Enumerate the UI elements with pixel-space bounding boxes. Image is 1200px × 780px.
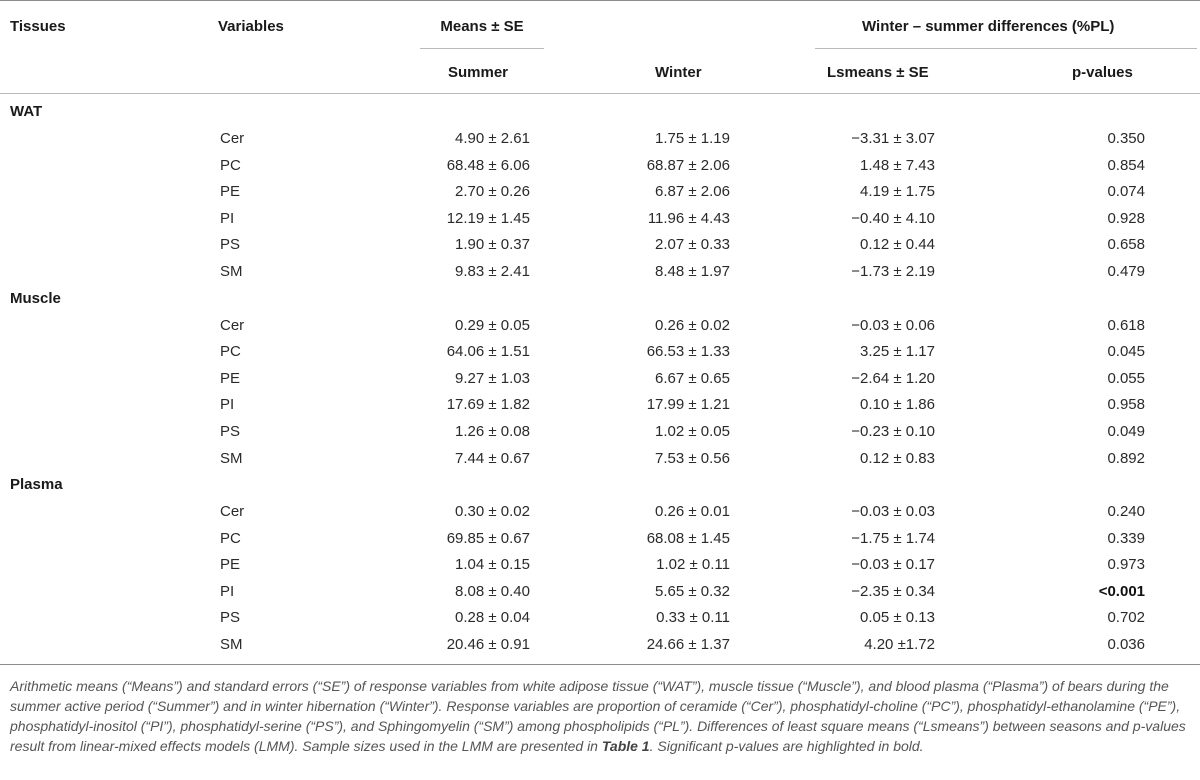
variable-cell: PS: [220, 236, 241, 253]
summer-cell: 0.29 ± 0.05: [455, 317, 530, 334]
summer-cell: 2.70 ± 0.26: [455, 183, 530, 200]
winter-cell: 1.02 ± 0.05: [655, 423, 730, 440]
lsmeans-cell: −0.03 ± 0.06: [851, 317, 935, 334]
table-bottom-rule: [0, 664, 1200, 665]
lsmeans-cell: −0.03 ± 0.17: [851, 556, 935, 573]
col-header-means-se: Means ± SE: [440, 18, 524, 35]
lsmeans-cell: 0.10 ± 1.86: [860, 396, 935, 413]
winter-cell: 5.65 ± 0.32: [655, 583, 730, 600]
variable-cell: PC: [220, 530, 241, 547]
summer-cell: 64.06 ± 1.51: [446, 343, 530, 360]
summer-cell: 9.27 ± 1.03: [455, 370, 530, 387]
variable-cell: PC: [220, 343, 241, 360]
pvalue-cell: 0.055: [1107, 370, 1145, 387]
variable-cell: SM: [220, 636, 243, 653]
lsmeans-cell: −2.35 ± 0.34: [851, 583, 935, 600]
lsmeans-cell: 4.20 ±1.72: [864, 636, 935, 653]
winter-cell: 11.96 ± 4.43: [647, 210, 730, 227]
lsmeans-cell: −3.31 ± 3.07: [851, 130, 935, 147]
col-header-tissues: Tissues: [10, 18, 66, 35]
tissue-label-wat: WAT: [10, 103, 43, 120]
footnote-text: Arithmetic means (“Means”) and standard errors (“SE”) of response variables from white adipose tissue (“WAT”), muscle tissue (“Muscle”), and blood plasma (“Plasma”) of bears during the summer active period (“Summer”) and in winter hibernation (“Winter”). Response variables are proportion of ceramide (“Cer”), phosphatidyl-choline (“PC”), phosphatidyl-ethanolamine (“PE”), phosphatidyl-inositol (“PI”), phosphatidyl-serine (“PS”), and Sphingomyelin (“SM”) among phospholipids (“PL”). Differences of least square means (“Lsmeans”) between seasons and p-values result from linear-mixed effects models (LMM). Sample sizes used in the LMM are presented in: [10, 678, 1186, 754]
variable-cell: Cer: [220, 317, 245, 334]
pvalue-cell: 0.973: [1107, 556, 1145, 573]
variable-cell: SM: [220, 450, 243, 467]
variable-cell: SM: [220, 263, 243, 280]
winter-cell: 1.75 ± 1.19: [655, 130, 730, 147]
winter-cell: 6.67 ± 0.65: [655, 370, 730, 387]
winter-cell: 0.26 ± 0.02: [655, 317, 730, 334]
lsmeans-cell: −0.03 ± 0.03: [851, 503, 935, 520]
col-header-variables: Variables: [218, 18, 284, 35]
variable-cell: Cer: [220, 503, 245, 520]
variable-cell: PS: [220, 609, 241, 626]
lsmeans-cell: −2.64 ± 1.20: [851, 370, 935, 387]
col-header-winter: Winter: [655, 64, 702, 81]
summer-cell: 1.26 ± 0.08: [455, 423, 530, 440]
lsmeans-cell: 4.19 ± 1.75: [860, 183, 935, 200]
col-header-diff-group: Winter – summer differences (%PL): [862, 18, 1115, 35]
pvalue-cell: 0.339: [1107, 530, 1145, 547]
variable-cell: PE: [220, 370, 241, 387]
pvalue-cell: 0.658: [1107, 236, 1145, 253]
summer-cell: 17.69 ± 1.82: [446, 396, 530, 413]
winter-cell: 68.08 ± 1.45: [646, 530, 730, 547]
col-header-pvalues: p-values: [1072, 64, 1133, 81]
lsmeans-cell: 3.25 ± 1.17: [860, 343, 935, 360]
header-bottom-rule: [0, 93, 1200, 94]
pvalue-cell: 0.074: [1107, 183, 1145, 200]
lsmeans-cell: −0.23 ± 0.10: [851, 423, 935, 440]
winter-cell: 17.99 ± 1.21: [646, 396, 730, 413]
winter-cell: 7.53 ± 0.56: [655, 450, 730, 467]
summer-cell: 4.90 ± 2.61: [455, 130, 530, 147]
tissue-label-muscle: Muscle: [10, 290, 61, 307]
variable-cell: PE: [220, 183, 241, 200]
variable-cell: PI: [220, 210, 235, 227]
winter-cell: 0.33 ± 0.11: [656, 609, 730, 626]
winter-cell: 24.66 ± 1.37: [646, 636, 730, 653]
pvalue-cell-significant: <0.001: [1098, 583, 1145, 600]
summer-cell: 69.85 ± 0.67: [446, 530, 530, 547]
winter-cell: 66.53 ± 1.33: [646, 343, 730, 360]
winter-cell: 68.87 ± 2.06: [646, 157, 730, 174]
lsmeans-cell: 0.12 ± 0.44: [860, 236, 935, 253]
col-header-summer: Summer: [448, 64, 509, 81]
pvalue-cell: 0.036: [1107, 636, 1145, 653]
summer-cell: 7.44 ± 0.67: [455, 450, 530, 467]
variable-cell: PE: [220, 556, 241, 573]
summer-cell: 0.28 ± 0.04: [455, 609, 530, 626]
winter-cell: 0.26 ± 0.01: [655, 503, 730, 520]
pvalue-cell: 0.702: [1107, 609, 1145, 626]
footnote-text-end: . Significant p-values are highlighted in bold.: [649, 738, 924, 754]
winter-cell: 2.07 ± 0.33: [655, 236, 730, 253]
winter-cell: 8.48 ± 1.97: [655, 263, 730, 280]
winter-cell: 6.87 ± 2.06: [655, 183, 730, 200]
summer-cell: 68.48 ± 6.06: [446, 157, 530, 174]
pvalue-cell: 0.045: [1107, 343, 1145, 360]
pvalue-cell: 0.958: [1107, 396, 1145, 413]
means-group-rule: [420, 48, 544, 49]
summer-cell: 1.90 ± 0.37: [455, 236, 530, 253]
summer-cell: 0.30 ± 0.02: [455, 503, 530, 520]
lsmeans-cell: −1.73 ± 2.19: [851, 263, 935, 280]
winter-cell: 1.02 ± 0.11: [656, 556, 730, 573]
variable-cell: PI: [220, 396, 235, 413]
lsmeans-cell: 0.12 ± 0.83: [860, 450, 935, 467]
pvalue-cell: 0.854: [1107, 157, 1145, 174]
diff-group-rule: [815, 48, 1197, 49]
lsmeans-cell: 0.05 ± 0.13: [860, 609, 935, 626]
table-footnote: [10, 676, 1195, 756]
summer-cell: 9.83 ± 2.41: [455, 263, 530, 280]
table-reference-link[interactable]: Table 1: [601, 738, 650, 754]
pvalue-cell: 0.479: [1107, 263, 1145, 280]
pvalue-cell: 0.240: [1107, 503, 1145, 520]
pvalue-cell: 0.892: [1107, 450, 1145, 467]
pvalue-cell: 0.350: [1107, 130, 1145, 147]
variable-cell: PC: [220, 157, 241, 174]
variable-cell: Cer: [220, 130, 245, 147]
pvalue-cell: 0.618: [1107, 317, 1145, 334]
variable-cell: PI: [220, 583, 235, 600]
summer-cell: 8.08 ± 0.40: [455, 583, 530, 600]
pvalue-cell: 0.049: [1107, 423, 1145, 440]
variable-cell: PS: [220, 423, 241, 440]
lsmeans-cell: −0.40 ± 4.10: [851, 210, 935, 227]
lsmeans-cell: 1.48 ± 7.43: [860, 157, 935, 174]
summer-cell: 1.04 ± 0.15: [455, 556, 530, 573]
table-top-rule: [0, 0, 1200, 1]
lsmeans-cell: −1.75 ± 1.74: [851, 530, 935, 547]
pvalue-cell: 0.928: [1107, 210, 1145, 227]
summer-cell: 20.46 ± 0.91: [446, 636, 530, 653]
tissue-label-plasma: Plasma: [10, 476, 63, 493]
col-header-lsmeans: Lsmeans ± SE: [827, 64, 929, 81]
summer-cell: 12.19 ± 1.45: [446, 210, 530, 227]
